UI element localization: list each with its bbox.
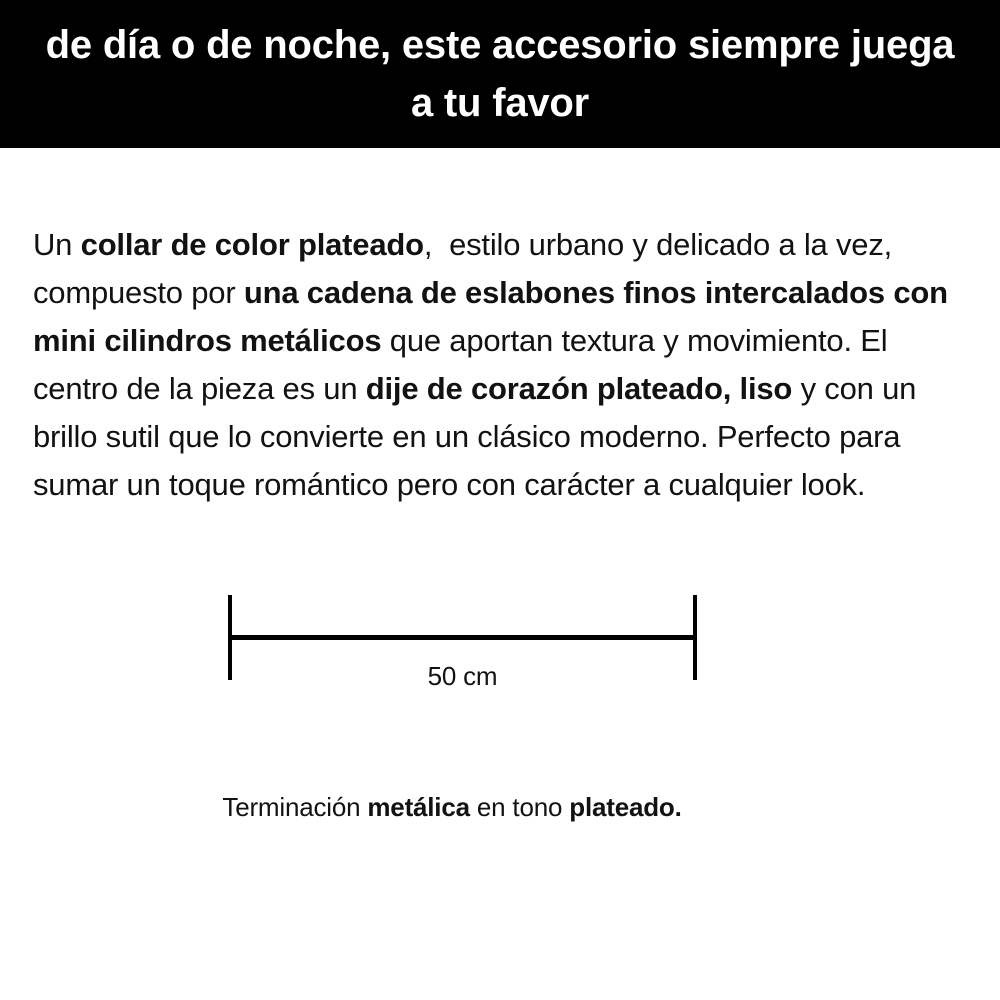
size-ruler — [228, 595, 697, 691]
header-banner — [0, 0, 1000, 148]
banner-title: de día o de noche, este accesorio siempre juega a tu favor — [45, 23, 955, 125]
finish-caption: Terminación metálica en tono plateado. — [222, 792, 682, 822]
ruler-line — [230, 635, 695, 640]
product-description: Un collar de color plateado, estilo urbano y delicado a la vez, compuesto por una cadena de eslabones finos intercalados con mini cilindros metálicos que aportan textura y movimiento. El centro de la pieza es un dije de corazón plateado, liso y con un brillo sutil que lo convierte en un clásico moderno. Perfecto para sumar un toque romántico pero con carácter a cualquier look. — [33, 227, 957, 502]
ruler-measurement-label: 50 cm — [427, 661, 498, 691]
